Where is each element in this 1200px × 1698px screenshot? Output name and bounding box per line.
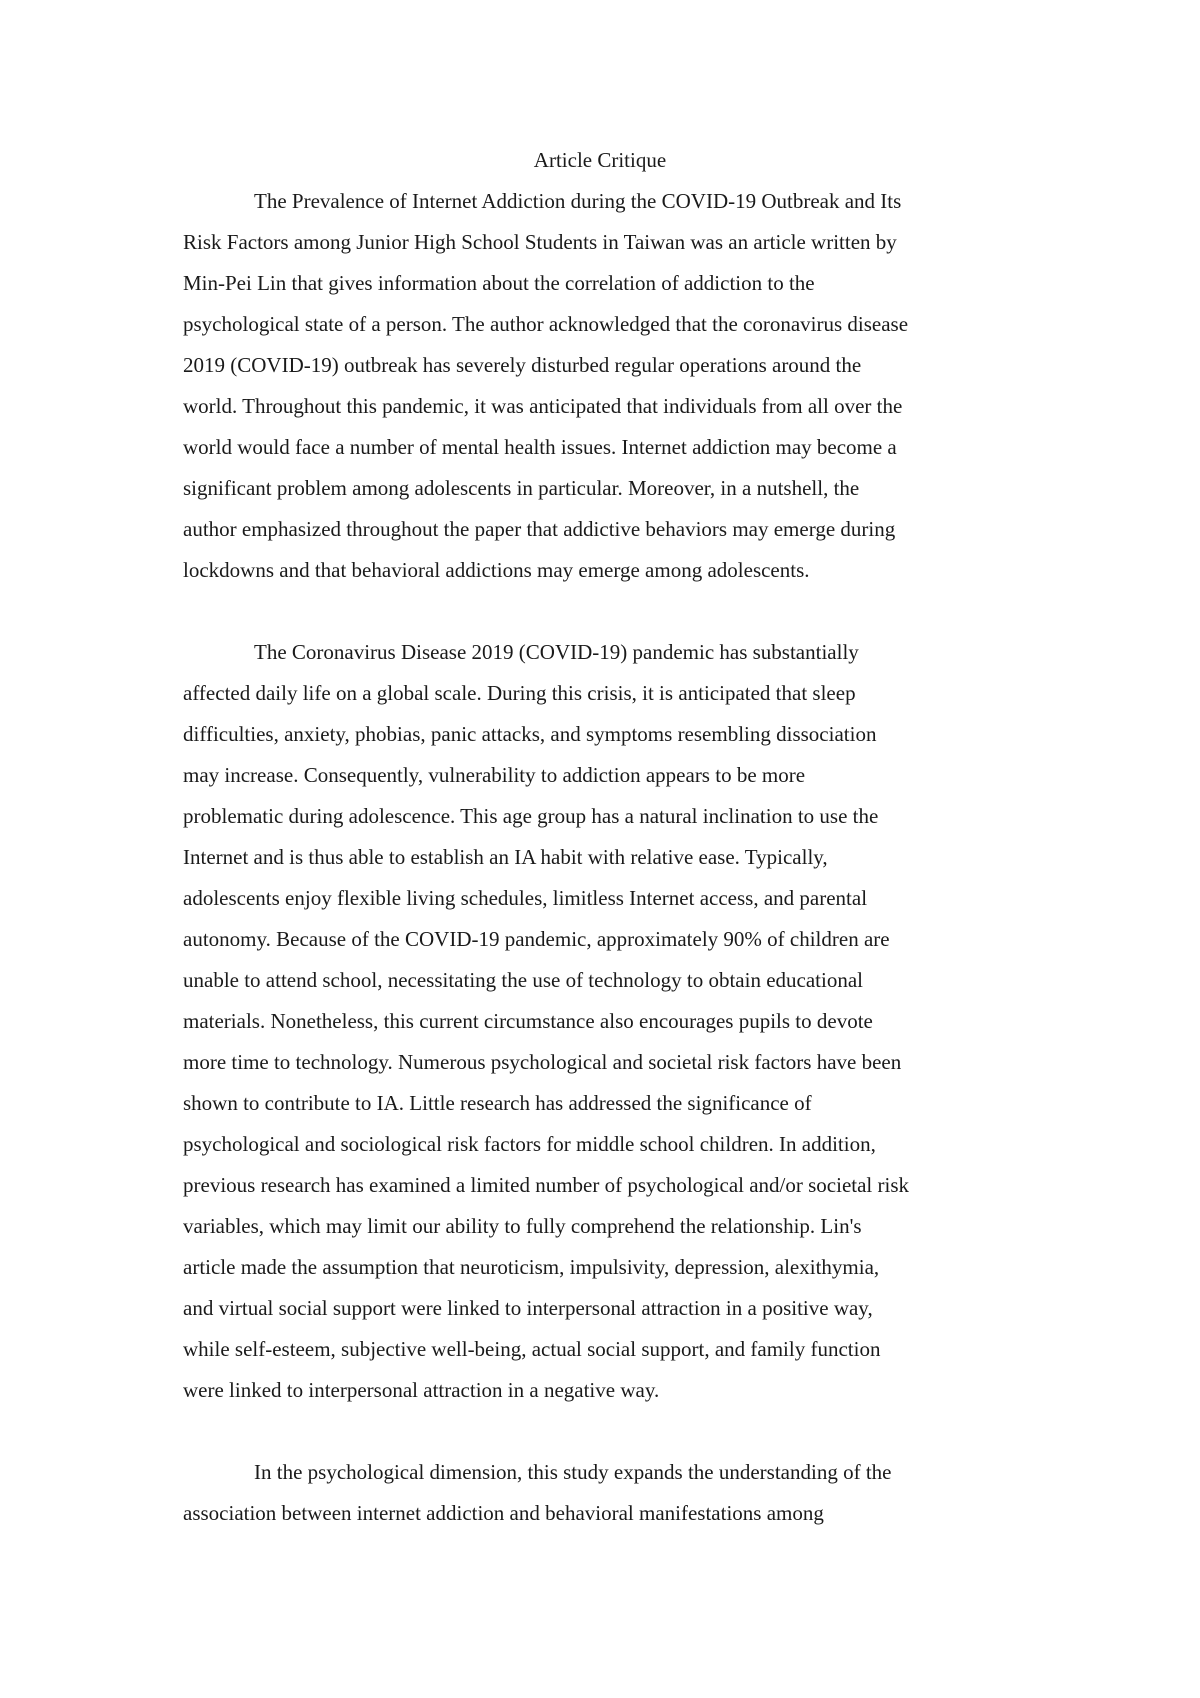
paragraph-2-line-12: shown to contribute to IA. Little research has addressed the significance of: [183, 1091, 812, 1115]
paragraph-3-line-2: association between internet addiction and behavioral manifestations among: [183, 1501, 824, 1525]
paragraph-1-line-3: Min-Pei Lin that gives information about the correlation of addiction to the: [183, 271, 815, 295]
paragraph-2-line-15: variables, which may limit our ability to fully comprehend the relationship. Lin's: [183, 1214, 862, 1238]
document-title: Article Critique: [533, 148, 667, 172]
paragraph-2-line-1: The Coronavirus Disease 2019 (COVID-19) pandemic has substantially: [254, 640, 859, 664]
paragraph-2-line-6: Internet and is thus able to establish an IA habit with relative ease. Typically,: [183, 845, 828, 869]
paragraph-2-line-4: may increase. Consequently, vulnerability to addiction appears to be more: [183, 763, 806, 787]
paragraph-2-line-9: unable to attend school, necessitating the use of technology to obtain educational: [183, 968, 863, 992]
paragraph-1-line-2: Risk Factors among Junior High School Students in Taiwan was an article written by: [183, 230, 897, 254]
paragraph-2-line-17: and virtual social support were linked to interpersonal attraction in a positive way,: [183, 1296, 873, 1320]
paragraph-1-line-5: 2019 (COVID-19) outbreak has severely disturbed regular operations around the: [183, 353, 862, 377]
paragraph-1-line-8: significant problem among adolescents in particular. Moreover, in a nutshell, the: [183, 476, 860, 500]
paragraph-1-line-7: world would face a number of mental health issues. Internet addiction may become a: [183, 435, 897, 459]
paragraph-2-line-19: were linked to interpersonal attraction in a negative way.: [183, 1378, 660, 1402]
paragraph-2-line-11: more time to technology. Numerous psychological and societal risk factors have been: [183, 1050, 902, 1074]
paragraph-2-line-16: article made the assumption that neuroticism, impulsivity, depression, alexithymia,: [183, 1255, 880, 1279]
paragraph-2-line-5: problematic during adolescence. This age group has a natural inclination to use the: [183, 804, 879, 828]
paragraph-1-line-10: lockdowns and that behavioral addictions may emerge among adolescents.: [183, 558, 810, 582]
paragraph-2-line-14: previous research has examined a limited number of psychological and/or societal risk: [183, 1173, 910, 1197]
paragraph-2-line-10: materials. Nonetheless, this current circumstance also encourages pupils to devote: [183, 1009, 873, 1033]
paragraph-2-line-7: adolescents enjoy flexible living schedules, limitless Internet access, and parental: [183, 886, 868, 910]
paragraph-1-line-9: author emphasized throughout the paper that addictive behaviors may emerge during: [183, 517, 896, 541]
paragraph-2-line-2: affected daily life on a global scale. During this crisis, it is anticipated that sleep: [183, 681, 856, 705]
paragraph-1-line-1: The Prevalence of Internet Addiction during the COVID-19 Outbreak and Its: [254, 189, 902, 213]
paragraph-1-line-4: psychological state of a person. The author acknowledged that the coronavirus disease: [183, 312, 909, 336]
paragraph-2-line-18: while self-esteem, subjective well-being, actual social support, and family function: [183, 1337, 881, 1361]
paragraph-2-line-3: difficulties, anxiety, phobias, panic attacks, and symptoms resembling dissociation: [183, 722, 877, 746]
paragraph-1-line-6: world. Throughout this pandemic, it was anticipated that individuals from all over the: [183, 394, 903, 418]
paragraph-2-line-8: autonomy. Because of the COVID-19 pandemic, approximately 90% of children are: [183, 927, 890, 951]
paragraph-2-line-13: psychological and sociological risk factors for middle school children. In addition,: [183, 1132, 876, 1156]
paragraph-3-line-1: In the psychological dimension, this study expands the understanding of the: [254, 1460, 892, 1484]
